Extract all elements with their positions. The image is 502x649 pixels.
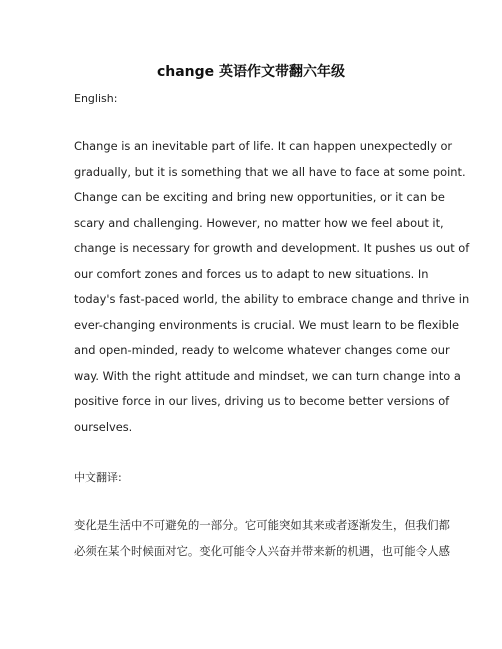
english-line: ever-changing environments is crucial. We must learn to be flexible: [74, 317, 460, 332]
chinese-line: 变化是生活中不可避免的一部分。它可能突如其来或者逐渐发生，但我们都: [74, 518, 450, 532]
english-paragraph: [74, 134, 470, 440]
english-line: gradually, but it is something that we all have to face at some point.: [74, 164, 466, 179]
english-line: ourselves.: [74, 419, 133, 434]
english-line: scary and challenging. However, no matter how we feel about it,: [74, 215, 444, 230]
chinese-label: 中文翻译:: [74, 471, 122, 484]
english-line: Change is an inevitable part of life. It can happen unexpectedly or: [74, 139, 453, 153]
english-label: English:: [74, 92, 118, 105]
english-line: change is necessary for growth and development. It pushes us out of: [74, 241, 470, 255]
english-line: today's fast-paced world, the ability to embrace change and thrive in: [74, 292, 470, 306]
chinese-paragraph: [74, 513, 450, 564]
english-line: and open-minded, ready to welcome whatever changes come our: [74, 343, 450, 357]
chinese-line: 必须在某个时候面对它。变化可能令人兴奋并带来新的机遇，也可能令人感: [74, 543, 450, 558]
english-line: positive force in our lives, driving us to become better versions of: [74, 394, 450, 408]
document-title: change 英语作文带翻六年级: [156, 64, 346, 80]
english-line: way. With the right attitude and mindset, we can turn change into a: [74, 368, 461, 383]
english-line: Change can be exciting and bring new opportunities, or it can be: [74, 190, 445, 204]
english-line: our comfort zones and forces us to adapt to new situations. In: [74, 266, 429, 281]
